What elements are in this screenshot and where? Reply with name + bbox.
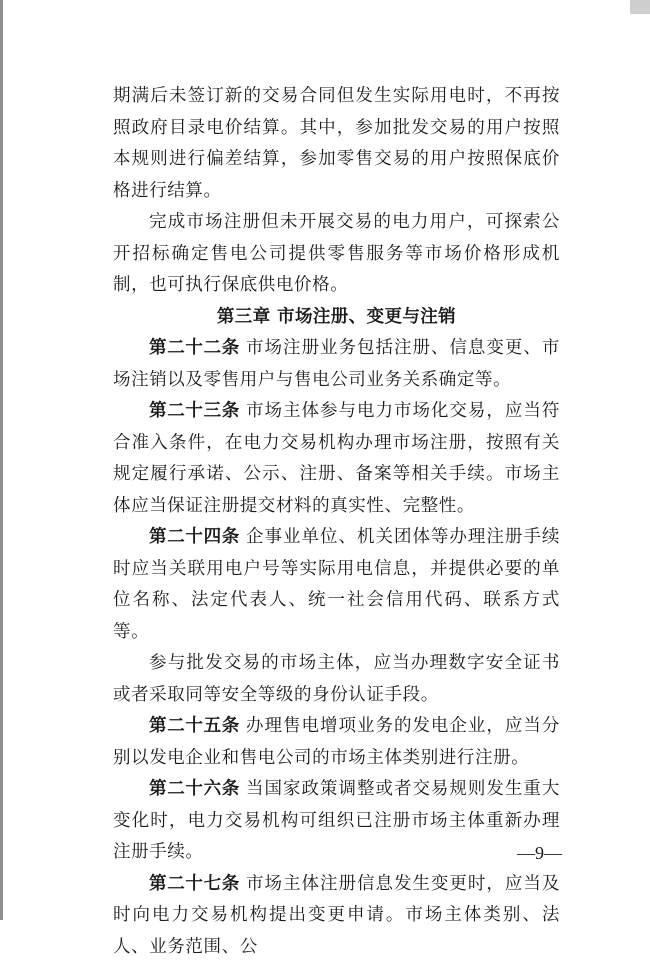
article-25 [113,711,560,774]
article-23 [113,396,560,522]
article-text: 市场主体参与电力市场化交易，应当符合准入条件，在电力交易机构办理市场注册，按照有关规定履行承诺、公示、注册、备案等相关手续。市场主体应当保证注册提交材料的真实性、完整性。 [113,401,560,516]
paragraph-continuation [113,81,560,207]
article-text: 市场主体注册信息发生变更时，应当及时向电力交易机构提出变更申请。市场主体类别、法人、业务范围、公 [113,874,560,957]
article-number: 第二十二条 [149,338,240,358]
article-27 [113,869,560,963]
paragraph-text: 期满后未签订新的交易合同但发生实际用电时，不再按照政府目录电价结算。其中，参加批发交易的用户按照本规则进行偏差结算，参加零售交易的用户按照保底价格进行结算。 [113,86,560,201]
article-text: 办理售电增项业务的发电企业，应当分别以发电企业和售电公司的市场主体类别进行注册。 [113,716,560,768]
paragraph-text: 完成市场注册但未开展交易的电力用户，可探索公开招标确定售电公司提供零售服务等市场价格形成机制，也可执行保底供电价格。 [113,212,560,295]
article-number: 第二十三条 [149,401,240,421]
paragraph-unregistered-users [113,207,560,302]
chapter-heading [113,302,560,334]
article-22 [113,333,560,396]
article-text: 当国家政策调整或者交易规则发生重大变化时，电力交易机构可组织已注册市场主体重新办理注册手续。 [113,779,560,862]
article-number: 第二十七条 [149,874,240,894]
article-text: 企事业单位、机关团体等办理注册手续时应当关联用电户号等实际用电信息，并提供必要的单位名称、法定代表人、统一社会信用代码、联系方式等。 [113,527,560,642]
article-text: 市场注册业务包括注册、信息变更、市场注销以及零售用户与售电公司业务关系确定等。 [113,338,560,390]
page-number: —9— [517,843,562,864]
article-26 [113,774,560,869]
paragraph-wholesale-auth [113,648,560,711]
document-body [113,81,560,963]
chapter-title: 第三章 市场注册、变更与注销 [217,307,456,327]
paragraph-text: 参与批发交易的市场主体，应当办理数字安全证书或者采取同等安全等级的身份认证手段。 [113,653,560,705]
article-number: 第二十四条 [149,527,240,547]
article-number: 第二十五条 [149,716,240,736]
scan-edge [0,0,3,920]
article-number: 第二十六条 [149,779,240,799]
article-24 [113,522,560,648]
scan-corner [630,0,650,14]
